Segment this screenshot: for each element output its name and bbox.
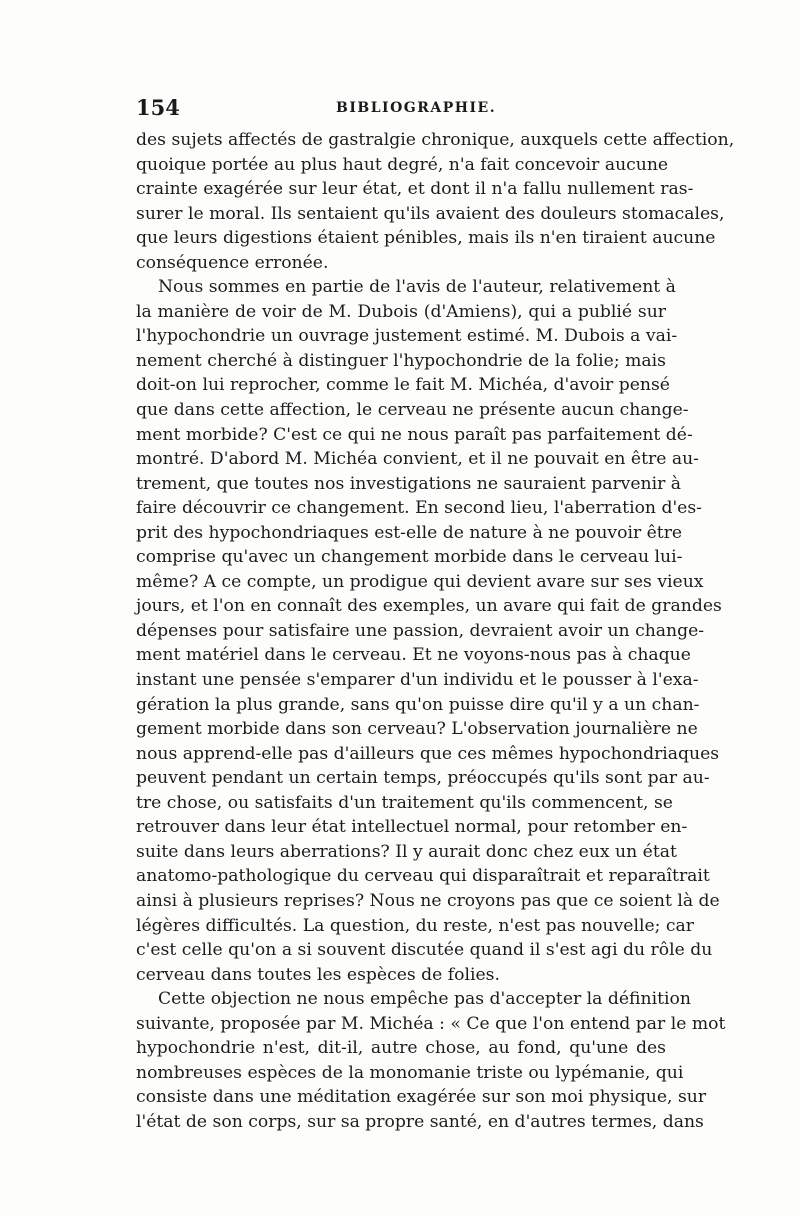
text-line: nombreuses espèces de la monomanie triste ou lypémanie, qui [136, 1062, 684, 1083]
text-line: gération la plus grande, sans qu'on puisse dire qu'il y a un chan- [136, 694, 700, 715]
text-line: peuvent pendant un certain temps, préoccupés qu'ils sont par au- [136, 768, 710, 789]
text-line: cerveau dans toutes les espèces de folies. [136, 964, 500, 985]
text-line: c'est celle qu'on a si souvent discutée quand il s'est agi du rôle du [136, 940, 713, 961]
text-line: légères difficultés. La question, du reste, n'est pas nouvelle; car [136, 915, 694, 936]
text-line: nement cherché à distinguer l'hypochondrie de la folie; mais [136, 350, 666, 371]
text-line: doit-on lui reprocher, comme le fait M. Michéa, d'avoir pensé [136, 375, 670, 396]
text-line: ment matériel dans le cerveau. Et ne voyons-nous pas à chaque [136, 645, 691, 666]
text-line: suite dans leurs aberrations? Il y aurait donc chez eux un état [136, 841, 677, 862]
text-line: même? A ce compte, un prodigue qui devient avare sur ses vieux [136, 571, 704, 592]
text-line: ment morbide? C'est ce qui ne nous paraît pas parfaitement dé- [136, 424, 693, 445]
text-line: retrouver dans leur état intellectuel normal, pour retomber en- [136, 817, 688, 838]
body-text [136, 128, 735, 1134]
text-line: suivante, proposée par M. Michéa : « Ce que l'on entend par le mot [136, 1013, 726, 1034]
text-line: crainte exagérée sur leur état, et dont il n'a fallu nullement ras- [136, 179, 694, 200]
text-line: que leurs digestions étaient pénibles, mais ils n'en tiraient aucune [136, 228, 716, 249]
text-line: conséquence erronée. [136, 252, 329, 273]
text-line: l'état de son corps, sur sa propre santé, en d'autres termes, dans [136, 1111, 704, 1132]
text-line: prit des hypochondriaques est-elle de nature à ne pouvoir être [136, 522, 683, 543]
text-line: ainsi à plusieurs reprises? Nous ne croyons pas que ce soient là de [136, 890, 720, 911]
text-line: nous apprend-elle pas d'ailleurs que ces mêmes hypochondriaques [136, 743, 720, 764]
text-line: surer le moral. Ils sentaient qu'ils avaient des douleurs stomacales, [136, 203, 725, 224]
text-line: la manière de voir de M. Dubois (d'Amiens), qui a publié sur [136, 301, 666, 322]
text-line: comprise qu'avec un changement morbide dans le cerveau lui- [136, 547, 683, 568]
page-number: 154 [136, 95, 180, 120]
text-line: montré. D'abord M. Michéa convient, et il ne pouvait en être au- [136, 449, 699, 470]
text-line: que dans cette affection, le cerveau ne présente aucun change- [136, 400, 689, 421]
text-line: gement morbide dans son cerveau? L'observation journalière ne [136, 719, 698, 740]
text-line: dépenses pour satisfaire une passion, devraient avoir un change- [136, 620, 705, 641]
text-line: l'hypochondrie un ouvrage justement estimé. M. Dubois a vai- [136, 326, 678, 347]
text-line: faire découvrir ce changement. En second lieu, l'aberration d'es- [136, 498, 702, 519]
text-line: anatomo-pathologique du cerveau qui disparaîtrait et reparaîtrait [136, 866, 710, 887]
text-line: hypochondrie n'est, dit-il, autre chose, au fond, qu'une des [136, 1038, 666, 1059]
text-line: tre chose, ou satisfaits d'un traitement qu'ils commencent, se [136, 792, 673, 813]
running-head: BIBLIOGRAPHIE. [336, 100, 497, 116]
text-line: instant une pensée s'emparer d'un individu et le pousser à l'exa- [136, 670, 699, 691]
text-line: quoique portée au plus haut degré, n'a fait concevoir aucune [136, 154, 669, 175]
text-line: Nous sommes en partie de l'avis de l'auteur, relativement à [158, 277, 676, 298]
text-line: trement, que toutes nos investigations ne sauraient parvenir à [136, 473, 682, 494]
text-line: jours, et l'on en connaît des exemples, un avare qui fait de grandes [136, 596, 722, 617]
page-header [136, 95, 666, 125]
text-line: consiste dans une méditation exagérée sur son moi physique, sur [136, 1087, 707, 1108]
text-line: des sujets affectés de gastralgie chronique, auxquels cette affection, [136, 130, 735, 150]
text-line: Cette objection ne nous empêche pas d'accepter la définition [158, 989, 691, 1010]
